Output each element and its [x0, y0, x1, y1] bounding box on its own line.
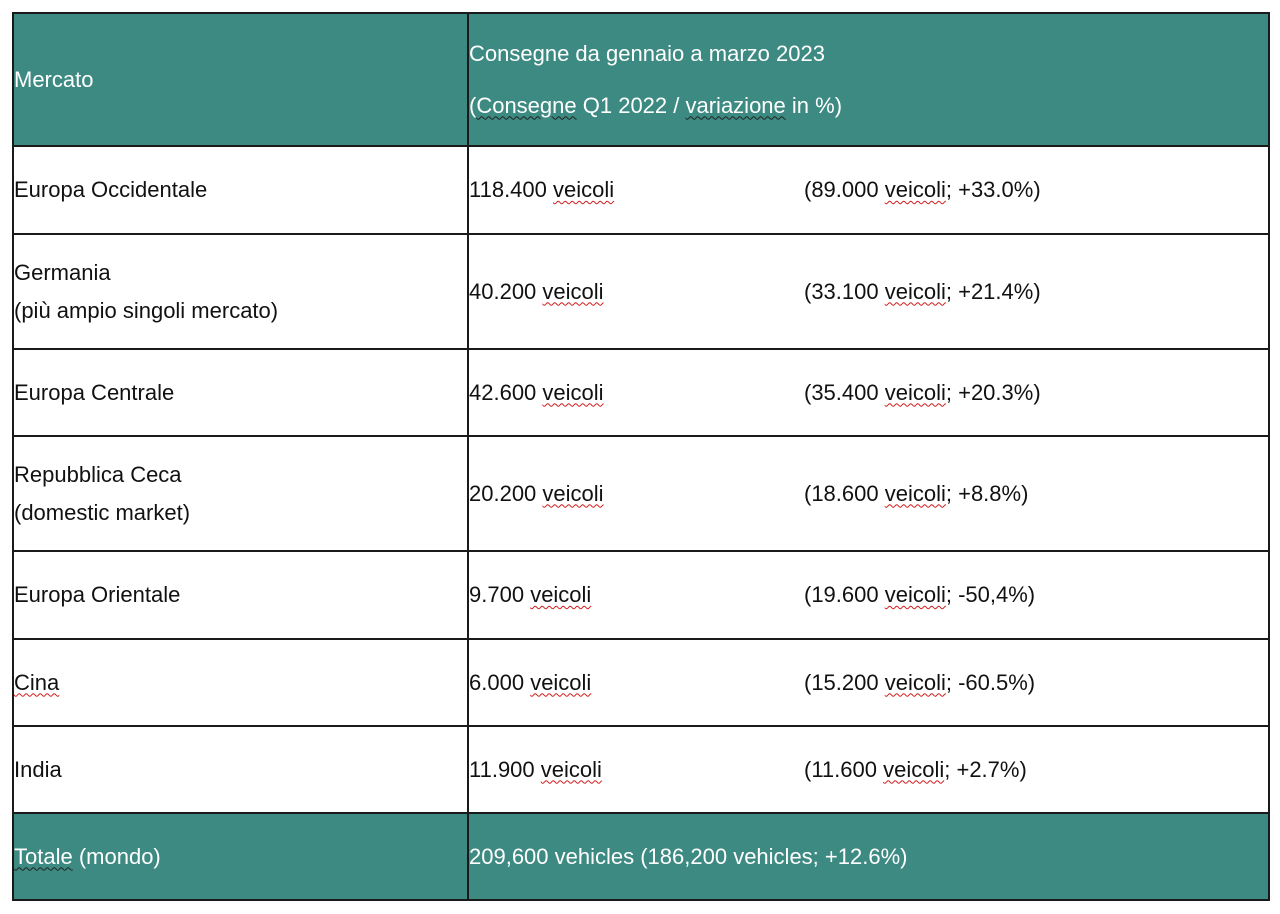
count-unit: veicoli	[540, 756, 602, 782]
previous-year-comparison	[804, 177, 1041, 203]
prev-unit: veicoli	[884, 480, 946, 506]
prev-change: ; +8.8%)	[945, 480, 1029, 506]
deliveries-cell	[468, 349, 1269, 436]
count-value: 11.900	[469, 756, 535, 782]
prev-unit: veicoli	[884, 379, 946, 405]
market-cell	[13, 726, 468, 813]
subtitle-suffix: in %)	[785, 92, 843, 118]
prev-change: ; -50,4%)	[945, 582, 1036, 607]
market-cell	[13, 639, 468, 726]
market-header-label: Mercato	[14, 66, 94, 92]
prev-value: (19.600	[804, 582, 885, 607]
market-name: Cina	[14, 669, 60, 695]
deliveries-header-title: Consegne da gennaio a marzo 2023	[469, 40, 825, 66]
deliveries-table	[12, 12, 1270, 901]
count-unit: veicoli	[542, 480, 604, 506]
market-note: (più ampio singoli mercato)	[14, 297, 279, 323]
previous-year-comparison	[804, 481, 1028, 507]
total-label-rest: (mondo)	[72, 843, 161, 869]
market-cell	[13, 146, 468, 234]
prev-unit: veicoli	[884, 582, 946, 607]
prev-value: (18.600	[804, 480, 885, 506]
count-value: 20.200	[469, 480, 537, 506]
table-row	[13, 146, 1269, 234]
deliveries-cell	[468, 639, 1269, 726]
previous-year-comparison	[804, 757, 1027, 783]
market-cell	[13, 551, 468, 639]
count-unit: veicoli	[553, 177, 615, 202]
prev-value: (89.000	[804, 177, 885, 202]
count-value: 118.400	[469, 177, 547, 202]
total-label-word: Totale	[14, 843, 73, 869]
subtitle-mid: Q1 2022 /	[576, 92, 686, 118]
delivery-count	[469, 582, 804, 608]
market-column-header	[13, 13, 468, 146]
delivery-count	[469, 177, 804, 203]
total-row	[13, 813, 1269, 900]
market-name: Europa Orientale	[14, 582, 181, 607]
table-row	[13, 551, 1269, 639]
table-row	[13, 436, 1269, 551]
previous-year-comparison	[804, 279, 1041, 305]
prev-change: ; +21.4%)	[945, 278, 1041, 304]
delivery-count	[469, 481, 804, 507]
deliveries-cell	[468, 234, 1269, 349]
previous-year-comparison	[804, 670, 1035, 696]
delivery-count	[469, 670, 804, 696]
prev-value: (15.200	[804, 669, 885, 695]
market-cell	[13, 349, 468, 436]
count-unit: veicoli	[530, 582, 592, 607]
total-value-cell	[468, 813, 1269, 900]
deliveries-cell	[468, 146, 1269, 234]
prev-unit: veicoli	[884, 669, 946, 695]
prev-change: ; +2.7%)	[944, 756, 1027, 782]
subtitle-word-consegne: Consegne	[476, 92, 577, 118]
previous-year-comparison	[804, 582, 1035, 608]
count-unit: veicoli	[530, 669, 592, 695]
deliveries-cell	[468, 551, 1269, 639]
count-unit: veicoli	[542, 278, 604, 304]
count-value: 9.700	[469, 582, 525, 607]
deliveries-column-header	[468, 13, 1269, 146]
market-name: Europa Centrale	[14, 379, 175, 405]
prev-unit: veicoli	[884, 177, 946, 202]
deliveries-header-subtitle	[469, 93, 1268, 119]
total-value: 209,600 vehicles (186,200 vehicles; +12.6%)	[469, 843, 908, 869]
prev-unit: veicoli	[884, 278, 946, 304]
count-value: 42.600	[469, 379, 537, 405]
market-note: (domestic market)	[14, 499, 191, 525]
delivery-count	[469, 279, 804, 305]
count-value: 40.200	[469, 278, 537, 304]
market-name: Repubblica Ceca	[14, 461, 182, 487]
prev-unit: veicoli	[883, 756, 945, 782]
prev-value: (35.400	[804, 379, 885, 405]
table-row	[13, 639, 1269, 726]
prev-value: (11.600	[804, 756, 884, 782]
count-value: 6.000	[469, 669, 525, 695]
market-name: Europa Occidentale	[14, 177, 208, 202]
deliveries-cell	[468, 436, 1269, 551]
table-row	[13, 234, 1269, 349]
market-name: India	[14, 756, 62, 782]
prev-value: (33.100	[804, 278, 885, 304]
subtitle-word-variazione: variazione	[685, 92, 786, 118]
deliveries-cell	[468, 726, 1269, 813]
table-row	[13, 726, 1269, 813]
prev-change: ; +20.3%)	[945, 379, 1041, 405]
delivery-count	[469, 380, 804, 406]
market-name: Germania	[14, 259, 111, 285]
delivery-count	[469, 757, 804, 783]
table-row	[13, 349, 1269, 436]
prev-change: ; +33.0%)	[945, 177, 1041, 202]
previous-year-comparison	[804, 380, 1041, 406]
prev-change: ; -60.5%)	[945, 669, 1036, 695]
count-unit: veicoli	[542, 379, 604, 405]
total-label-cell	[13, 813, 468, 900]
market-cell	[13, 436, 468, 551]
header-row	[13, 13, 1269, 146]
market-cell	[13, 234, 468, 349]
subtitle-prefix: (	[469, 92, 477, 118]
